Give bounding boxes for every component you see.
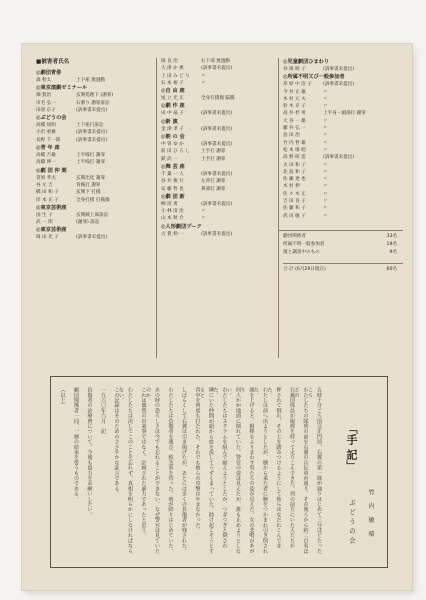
memoir-text-column: 隣にいた仲間が頭から血を流してうずくまっていた。助け起こそうとすると: [199, 387, 214, 554]
victim-entry: [283, 205, 403, 212]
injury-note: (訴事書未提出): [201, 126, 233, 132]
injury-note: 〃: [201, 216, 206, 222]
victim-entry: [283, 118, 403, 125]
victim-name: 木 村 伸: [283, 184, 300, 190]
injury-note: 上半殴打 謝罪: [76, 153, 106, 159]
victim-name: 山 本 秋 介: [161, 216, 184, 222]
memoir-text-column: わたしたちは決してこのことを忘れず、真相を明らかにしなければならない。: [118, 387, 133, 554]
injury-note: (訴事書未提出): [201, 231, 233, 237]
victim-name: 草 原 中 浩 子: [283, 82, 312, 88]
victim-entry: [283, 198, 403, 205]
victim-entry: [36, 92, 156, 99]
victim-entry: [283, 125, 403, 132]
group-heading: ◎東京演劇ゼミナール: [36, 85, 88, 92]
group-heading: ◎劇 作 座: [161, 103, 185, 110]
group-heading: ◎東京芸術座: [36, 204, 67, 211]
victim-name: 田原 京子: [36, 107, 56, 113]
victim-name: 藤 井 弘 一: [283, 126, 306, 132]
injury-note: 左背打 謝罪: [201, 179, 226, 185]
victim-entry: [161, 231, 279, 238]
injury-note: 上半身・頭部打 謝罪: [323, 111, 366, 117]
victim-name: 岡 田 光 子: [36, 235, 59, 241]
victim-name: 尾 立 光 正: [161, 96, 184, 102]
injury-note: 〃: [323, 89, 328, 95]
memoir-text-column: 何人かが地面に倒れていた。警官の姿は見えたが、誰も止めようとしない。: [226, 387, 241, 554]
memoir-text-column: これは偶然の出来事ではなく、計画された暴力であったと思う。: [140, 387, 147, 538]
injury-note: (訴事書未提出): [201, 201, 233, 207]
victim-entry: [161, 186, 279, 193]
victim-entry: [161, 215, 279, 222]
victim-name: 岡 良 治: [161, 59, 178, 64]
total-row: 現と調査中のもの 9名: [283, 249, 397, 255]
document-sheet: [22, 44, 412, 590]
victim-name: 岸 本 正 子: [36, 197, 59, 203]
group-heading: ◎劇 団 新: [161, 193, 185, 200]
injury-note: 背後打 謝罪: [76, 182, 101, 188]
victim-entry: [36, 197, 156, 204]
victim-entry: [283, 103, 403, 110]
injury-note: (訴事書未提出): [323, 67, 355, 72]
injury-note: 全身打撲傷 脳膜: [201, 96, 235, 102]
victim-entry: [283, 147, 403, 154]
injury-note: 〃: [201, 73, 206, 79]
group-heading: ◎所属不明又び一般参加者: [283, 74, 345, 81]
victim-name: 谷 岡 睦 子: [283, 67, 306, 72]
injury-note: 〃: [323, 104, 328, 110]
victim-name: 大 津 か 惠: [161, 66, 184, 72]
injury-note: 土下座 無過動: [76, 78, 106, 83]
list-column-3: [278, 58, 403, 358]
victim-entry: [283, 169, 403, 176]
victim-entry: [36, 182, 156, 189]
list-title: ■被害者氏名: [36, 59, 70, 65]
victim-entry: [36, 219, 156, 226]
victim-name: 木 村 元 夫: [283, 96, 306, 102]
injury-note: 〃: [323, 169, 328, 175]
victim-name: 太 田 和 子: [283, 162, 306, 168]
victim-entry: [36, 129, 156, 136]
memoir-text-column: 顔を上げると、棍棒をふりまわす男たちの姿が見えた。女の悲鳴があがり: [239, 387, 255, 554]
victim-name: 国 生 子: [36, 212, 53, 218]
victim-name: 菅原 孝夫: [36, 175, 56, 181]
victim-entry: [36, 137, 156, 144]
memoir-title: 「手 記」: [345, 422, 358, 471]
injury-note: 玄関下 打撲: [76, 190, 101, 196]
injury-note: 〃: [323, 96, 328, 102]
injury-note: 〃: [201, 209, 206, 215]
memoir-text-column: 一九六〇年六月 記: [100, 387, 106, 434]
victim-entry: [161, 141, 279, 148]
victim-name: 谷 元 吉: [36, 182, 53, 188]
injury-note: 〃: [323, 199, 328, 205]
memoir-text-column: 負傷者の治療費について、今後も協力をお願いしたい。: [86, 387, 93, 517]
victim-entry: [161, 208, 279, 215]
victim-name: 佐 藤 達 也: [283, 177, 306, 183]
injury-note: (訴事書未提出): [76, 235, 108, 241]
list-column-2: [156, 58, 279, 358]
injury-note: 〃: [323, 177, 328, 183]
victim-entry: [283, 110, 403, 117]
list-column-1: [32, 58, 156, 358]
victim-name: 古 賀 伸 一: [161, 231, 184, 237]
group-heading: ◎劇団青俳: [36, 70, 62, 76]
injury-note: 〃: [323, 206, 328, 212]
group-heading: ◎東京芸術座: [36, 227, 67, 234]
victim-entry: [161, 156, 279, 163]
victim-entry: [283, 191, 403, 198]
victim-name: 森 幹太: [36, 78, 52, 83]
victim-entry: [283, 176, 403, 183]
victim-name: 武 田 敏 子: [283, 213, 306, 219]
victim-entry: [36, 122, 156, 129]
victim-entry: [36, 189, 156, 196]
victim-name: 柳 清 勇: [161, 201, 178, 207]
victim-name: 佐 藤 和 子: [283, 206, 306, 212]
injury-note: (訴事書未提出): [76, 137, 108, 143]
victim-name: 鉄 武 一: [161, 156, 178, 162]
memoir-text-column: わたしたちは負傷者を運び、救急車を待った。雨が降りはじめていた。: [167, 387, 174, 554]
injury-note: 〃: [323, 191, 328, 197]
victim-name: 高橋 吉雄: [36, 153, 56, 159]
victim-name: 北 島 和 子: [283, 169, 306, 175]
injury-note: (訴事書未提出): [323, 155, 355, 161]
victim-entry: [161, 171, 279, 178]
victim-entry: [161, 58, 279, 65]
total-row: 所属不明一般参加者 18名: [283, 241, 397, 247]
victim-name: 畑 賢治: [36, 93, 52, 99]
victim-entry: [283, 183, 403, 190]
victim-name: 金 津 孝 子: [161, 126, 184, 132]
victim-name: 大 谷 一 雄: [283, 118, 306, 124]
injury-note: (訴事書未提出): [201, 66, 233, 72]
injury-note: (訴事書未提出): [201, 111, 233, 117]
injury-note: 右下部 無過動: [201, 59, 231, 64]
victim-entry: [161, 148, 279, 155]
victim-entry: [161, 178, 279, 185]
injury-note: 〃: [323, 133, 328, 139]
victim-name: 高橋 伸一: [36, 160, 56, 166]
victim-name: 上 田 み ど り: [161, 73, 190, 79]
injury-note: 〃: [323, 184, 328, 190]
victim-name: 中 曽 ゆ か: [161, 142, 184, 148]
victim-entry: [283, 96, 403, 103]
injury-note: 玄関出廷 謝罪: [76, 175, 106, 181]
victim-name: 小沢 重雄: [36, 130, 56, 136]
victim-entry: [36, 107, 156, 114]
memoir-text-column: （以上）: [59, 387, 66, 408]
victim-name: 今 井 正 雄: [283, 89, 306, 95]
memoir-text-column: わたしたちの隊列の前を右翼の宣伝車が通り、その後ろから約二百名ほどの: [293, 387, 309, 554]
victim-name: 武 一 郎: [36, 220, 53, 226]
injury-note: 〃: [323, 126, 328, 132]
victim-name: 高 井 杉 男: [283, 111, 306, 117]
victims-list: [32, 58, 402, 358]
victim-name: 谷 井 俊 行: [161, 179, 184, 185]
victim-name: 小 林 清 治: [161, 209, 184, 215]
injury-note: 〃: [323, 147, 328, 153]
memoir-text-column: しばらくして右翼は引き揚げたが、あとには多くの負傷者が残された。: [181, 387, 187, 554]
grand-total-row: 合 計 (6月29日現在) 60名: [283, 263, 403, 274]
memoir-text-column: この記録はそのためのささやかな証言である。: [113, 387, 120, 497]
injury-note: 土下座行訴訟: [76, 123, 104, 129]
injury-note: 鼻部打 謝罪: [201, 186, 226, 192]
injury-note: (訴事書未提出): [201, 142, 233, 148]
injury-note: 石割り 謝罪訴訟: [76, 100, 110, 106]
group-heading: ◎新 演: [161, 118, 178, 125]
memoir-box: [50, 376, 388, 568]
victim-name: 吉 田 良 子: [283, 199, 306, 205]
victim-name: 鈴 木 京 子: [283, 104, 306, 110]
injury-note: 全身打撲 打撲傷: [76, 197, 110, 203]
injury-note: (訴事書未提出): [201, 171, 233, 177]
injury-note: 〃: [201, 80, 206, 86]
memoir-text-column: 押されて倒れ、その上を踏みつけるようにして彼らはなだれこんできた。: [266, 387, 282, 549]
memoir-text-column: わたしは前へ出ようとしたが、横から来た者に腕をつかまれ引き倒された。: [253, 387, 268, 554]
victim-name: 橋 田 和 子: [36, 190, 59, 196]
injury-note: 土手打 謝罪: [201, 156, 226, 162]
injury-note: 玄関綾上部訴訟: [76, 212, 109, 218]
injury-note: (謝罪) 訴訟: [76, 220, 100, 226]
injury-note: 土手打 謝罪: [201, 149, 226, 155]
victim-name: 高 野 研 造: [283, 155, 306, 161]
injury-note: (訴事書未提出): [323, 82, 355, 88]
injury-note: 〃: [323, 140, 328, 146]
memoir-text-column: あの時の恐ろしさは今でも忘れることができない。なぜ警官は見ていたのか。: [145, 387, 160, 554]
injury-note: 〃: [323, 118, 328, 124]
injury-note: (訴事書未提出): [76, 107, 108, 113]
group-heading: ◎朝 の 会: [161, 134, 185, 141]
victim-entry: [36, 77, 156, 84]
memoir-text-column: 劇団関係者一同、一層の結束を誓うものである。: [73, 387, 79, 502]
victim-name: 安 藤 哲 也: [161, 186, 184, 192]
totals-section: [279, 230, 403, 274]
group-heading: ◎ぶどうの会: [36, 115, 67, 122]
injury-note: 〃: [323, 213, 328, 219]
injury-note: 玄関処理下 (謝罪): [76, 93, 114, 99]
group-heading: ◎劇 団 仲 間: [36, 167, 67, 174]
victim-entry: [161, 95, 279, 102]
group-heading: ◎自 由 座: [161, 88, 185, 95]
victim-entry: [36, 159, 156, 166]
victim-entry: [161, 80, 279, 87]
group-heading: ◎児童劇団ひまわり: [283, 59, 330, 65]
victim-entry: [283, 140, 403, 147]
memoir-group: ぶどうの会: [348, 499, 356, 547]
victim-entry: [161, 110, 279, 117]
injury-note: 〃: [323, 162, 328, 168]
victim-entry: [161, 201, 279, 208]
victim-entry: [283, 66, 403, 73]
victim-entry: [36, 234, 156, 241]
victim-name: 高橋 知明: [36, 123, 56, 129]
injury-note: (訴事書未提出): [76, 130, 108, 136]
victim-entry: [283, 213, 403, 220]
injury-note: 上半殴打 謝罪: [76, 160, 106, 166]
victim-entry: [283, 162, 403, 169]
victim-entry: [36, 212, 156, 219]
victim-name: 竹 内 哲 雄: [283, 140, 306, 146]
memoir-author: 竹 内 敏 晴: [367, 489, 374, 540]
victim-entry: [36, 175, 156, 182]
group-heading: ◎人形劇団プーク: [161, 223, 202, 230]
victim-name: 石 本 裕 子: [161, 80, 184, 86]
victim-entry: [283, 89, 403, 96]
victim-entry: [36, 100, 156, 107]
victim-name: 前 田 ひ ろ し: [161, 149, 190, 155]
victim-entry: [161, 126, 279, 133]
victim-name: 千 葉 一 人: [161, 171, 184, 177]
victim-entry: [161, 65, 279, 72]
victim-entry: [283, 132, 403, 139]
group-heading: ◎舞 芸 座: [161, 163, 185, 170]
memoir-text-column: 右翼団体員が棍棒を持って走りこんできた。列の前方にいた人たちが: [289, 387, 295, 549]
victim-name: 市毛 弘一: [36, 100, 56, 106]
memoir-text-column: 背中を何度も打たれた。それでも彼らの攻撃はやまなかった。: [194, 387, 201, 533]
memoir-text-column: 五時十分ごろ国会正門前、右翼の第一隊が通りはじめて三分ほどたったころ: [307, 387, 322, 554]
victim-entry: [161, 73, 279, 80]
victim-entry: [283, 81, 403, 88]
victim-name: 長野 千一郎: [36, 137, 61, 143]
victim-name: 佐 々 木 正: [283, 191, 306, 197]
victim-entry: [283, 154, 403, 161]
victim-name: 島 田 治: [283, 133, 300, 139]
group-heading: ◎青 年 座: [36, 145, 60, 152]
total-row: 劇団関係者 33名: [283, 233, 397, 239]
victim-name: 田 中 扇 子: [161, 111, 184, 117]
memoir-text-column: わたしたちはスクラムを組んで耐えようとしたが、つぎつぎと倒された。: [212, 387, 228, 549]
victim-entry: [36, 152, 156, 159]
victim-name: 松 本 康 昭: [283, 147, 306, 153]
